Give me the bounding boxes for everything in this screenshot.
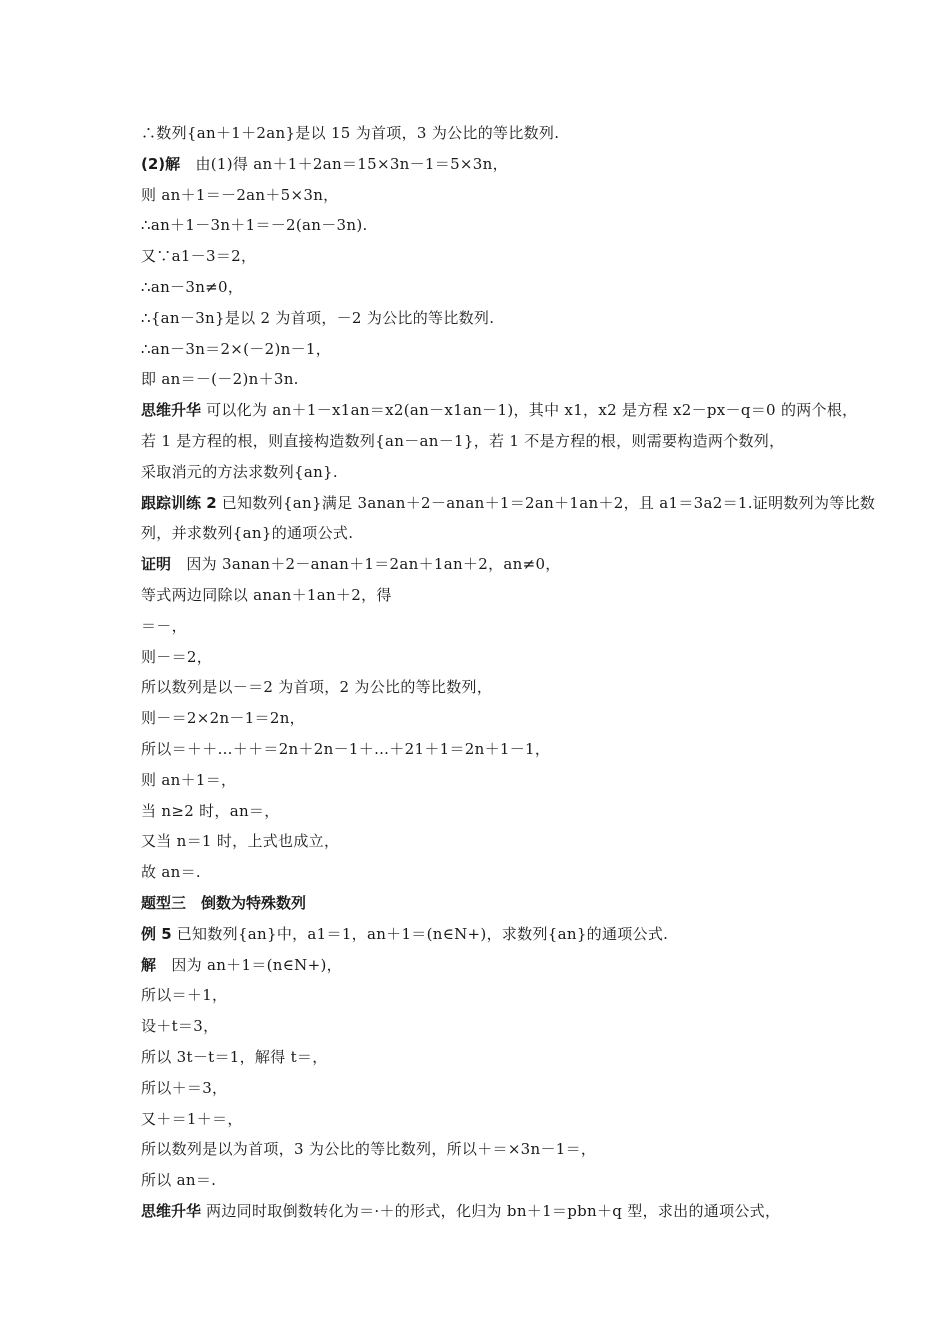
- line-text: 又∵a1－3＝2，: [141, 247, 257, 266]
- text-line: [141, 400, 858, 420]
- text-line: [141, 1170, 821, 1190]
- line-text: 则 an＋1＝－2an＋5×3n，: [141, 185, 339, 204]
- text-line: [141, 523, 821, 543]
- line-text: 故 an＝.: [141, 863, 201, 882]
- line-label: 思维升华: [141, 401, 202, 420]
- line-text: 列，并求数列{an}的通项公式.: [141, 524, 354, 543]
- line-text: 采取消元的方法求数列{an}.: [141, 462, 338, 481]
- line-label: 证明: [141, 555, 172, 574]
- line-text: 因为 3anan＋2－anan＋1＝2an＋1an＋2，an≠0，: [171, 555, 561, 574]
- text-line: [141, 1109, 821, 1129]
- text-line: [141, 1016, 821, 1036]
- text-line: [141, 185, 821, 205]
- line-text: 所以 3t－t＝1，解得 t＝，: [141, 1048, 328, 1066]
- text-line: [141, 215, 821, 235]
- line-text: 两边同时取倒数转化为＝·＋的形式，化归为 bn＋1＝pbn＋q 型，求出的通项公式，: [201, 1202, 781, 1220]
- text-line: [141, 123, 821, 143]
- line-text: ∴数列{an＋1＋2an}是以 15 为首项，3 为公比的等比数列.: [141, 124, 560, 142]
- text-line: [141, 801, 821, 821]
- text-line: [141, 893, 821, 913]
- text-line: [141, 462, 821, 482]
- line-text: 所以＋＝3，: [141, 1078, 228, 1097]
- text-line: [141, 708, 821, 728]
- line-text: 题型三 倒数为特殊数列: [141, 894, 307, 912]
- line-text: 则－＝2×2n－1＝2n，: [141, 709, 305, 728]
- line-text: 即 an＝－(－2)n＋3n.: [141, 370, 299, 389]
- text-line: [141, 493, 876, 513]
- line-text: ∴{an－3n}是以 2 为首项，－2 为公比的等比数列.: [141, 308, 495, 327]
- line-text: 所以＝＋＋…＋＋＝2n＋2n－1＋…＋21＋1＝2n＋1－1，: [141, 740, 551, 758]
- text-line: [141, 739, 821, 759]
- text-line: [141, 277, 821, 297]
- text-line: [141, 339, 821, 359]
- line-text: 又＋＝1＋＝，: [141, 1109, 243, 1128]
- line-text: 当 n≥2 时，an＝，: [141, 801, 280, 820]
- line-text: 已知数列{an}中，a1＝1，an＋1＝(n∈N+)，求数列{an}的通项公式.: [171, 924, 669, 943]
- line-label: 思维升华: [141, 1202, 202, 1220]
- text-line: [141, 647, 821, 667]
- line-text: 则 an＋1＝，: [141, 770, 237, 789]
- line-label: (2)解: [141, 154, 181, 173]
- line-text: 因为 an＋1＝(n∈N+)，: [156, 955, 342, 974]
- line-text: 所以数列是以为首项，3 为公比的等比数列，所以＋＝×3n－1＝，: [141, 1140, 597, 1159]
- text-line: [141, 955, 821, 975]
- text-line: [141, 431, 821, 451]
- text-line: [141, 554, 821, 574]
- line-label: 例 5: [141, 924, 172, 943]
- line-text: ∴an＋1－3n＋1＝－2(an－3n).: [141, 216, 368, 235]
- text-line: [141, 924, 821, 944]
- text-line: [141, 677, 821, 697]
- line-text: 所以数列是以－＝2 为首项，2 为公比的等比数列，: [141, 678, 493, 697]
- line-text: ∴an－3n≠0，: [141, 278, 244, 296]
- text-line: [141, 1139, 821, 1159]
- text-line: [141, 770, 821, 790]
- text-line: [141, 985, 821, 1005]
- line-text: 等式两边同除以 anan＋1an＋2，得: [141, 586, 392, 604]
- text-line: [141, 1078, 821, 1098]
- line-text: 所以＝＋1，: [141, 986, 228, 1005]
- text-line: [141, 369, 821, 389]
- line-text: 可以化为 an＋1－x1an＝x2(an－x1an－1)，其中 x1，x2 是方程 x2－px－q＝0 的两个根，: [201, 401, 858, 420]
- text-line: [141, 154, 821, 174]
- line-text: ∴an－3n＝2×(－2)n－1，: [141, 339, 332, 358]
- text-line: [141, 831, 821, 851]
- line-text: 已知数列{an}满足 3anan＋2－anan＋1＝2an＋1an＋2，且 a1＝3a2＝1.证明数列为等比数: [216, 493, 876, 512]
- text-line: [141, 246, 821, 266]
- text-line: [141, 585, 821, 605]
- text-line: [141, 862, 821, 882]
- text-line: [141, 616, 821, 636]
- text-line: [141, 1047, 821, 1067]
- line-label: 跟踪训练 2: [141, 493, 217, 512]
- line-text: 若 1 是方程的根，则直接构造数列{an－an－1}，若 1 不是方程的根，则需要构造两个数列，: [141, 432, 785, 450]
- line-text: 设＋t＝3，: [141, 1017, 219, 1036]
- line-text: 则－＝2，: [141, 647, 213, 666]
- line-text: 由(1)得 an＋1＋2an＝15×3n－1＝5×3n，: [180, 154, 508, 173]
- line-text: 所以 an＝.: [141, 1171, 217, 1190]
- text-line: [141, 1201, 821, 1221]
- text-line: [141, 308, 821, 328]
- line-text: ＝－，: [141, 616, 187, 635]
- line-label: 解: [141, 955, 157, 974]
- line-text: 又当 n＝1 时，上式也成立，: [141, 832, 340, 851]
